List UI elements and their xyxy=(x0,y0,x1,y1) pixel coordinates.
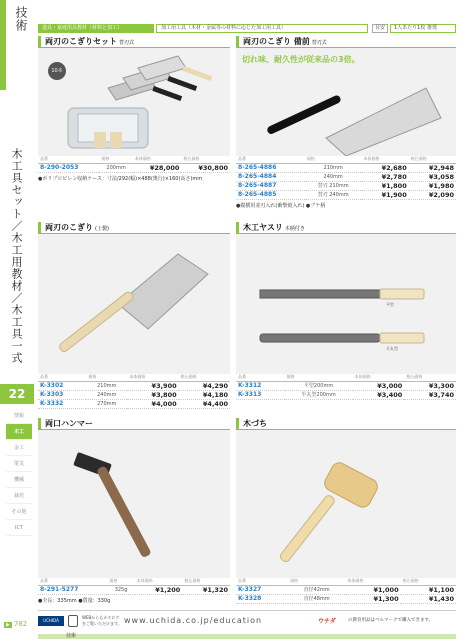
col-header: 本体価格 xyxy=(135,578,183,585)
price-table xyxy=(236,374,456,400)
category-list xyxy=(6,408,32,536)
category-tab[interactable]: 金工 xyxy=(6,440,32,456)
product-code: 8-290-2053 xyxy=(38,163,99,172)
table-row[interactable] xyxy=(236,390,456,399)
smartphone-icon xyxy=(68,615,78,627)
price: ¥1,200 xyxy=(135,585,183,594)
page-number-text: 782 xyxy=(13,620,28,628)
price: ¥1,800 xyxy=(361,181,408,190)
sidebar xyxy=(0,0,34,644)
col-header: 規格 xyxy=(99,156,133,163)
col-header: 本体価格 xyxy=(133,156,182,163)
category-tab[interactable]: 電気 xyxy=(6,456,32,472)
product-note: ●全長：335mm ●質量：330g xyxy=(38,597,111,604)
category-tab-active[interactable]: 木工 xyxy=(6,424,32,440)
section-title: 技術 xyxy=(14,6,28,32)
spec: 240mm xyxy=(305,172,362,181)
hammer-handle xyxy=(96,465,152,558)
panel-hammer xyxy=(38,418,230,604)
spec: 替刃 240mm xyxy=(305,190,362,199)
price-tax: ¥1,980 xyxy=(409,181,456,190)
table-row[interactable] xyxy=(236,163,456,172)
bottom-label: 技術 xyxy=(66,633,77,639)
spec: 200mm xyxy=(99,163,133,172)
panel-title xyxy=(38,36,230,48)
product-code: 8-291-5277 xyxy=(38,585,107,594)
price: ¥1,300 xyxy=(345,594,400,603)
price: ¥3,900 xyxy=(127,381,178,390)
spec: 210mm xyxy=(305,163,362,172)
title-text: 両刃のこぎり xyxy=(45,223,93,232)
col-header: 税込価格 xyxy=(179,374,230,381)
col-header: 品番 xyxy=(236,156,305,163)
blade xyxy=(326,88,441,156)
col-header: 規格 xyxy=(305,156,362,163)
price: ¥28,000 xyxy=(133,163,182,172)
col-header: 税込価格 xyxy=(409,156,456,163)
saw-set-illustration xyxy=(38,48,230,156)
category-tab[interactable]: ICT xyxy=(6,520,32,536)
price-tax: ¥1,320 xyxy=(182,585,230,594)
title-text: 木づち xyxy=(243,419,267,428)
price: ¥2,680 xyxy=(361,163,408,172)
product-code: 8-265-4885 xyxy=(236,190,305,199)
price-table xyxy=(38,156,230,173)
page-marker: ▶ xyxy=(6,622,10,628)
table-row[interactable] xyxy=(236,190,456,199)
table-row[interactable] xyxy=(38,585,230,594)
product-code: K-3328 xyxy=(236,594,288,603)
category-b: 加工用工具（木材・金属等の材料に応じた加工用工具） xyxy=(156,24,368,33)
box-d: 1人あたり1枚 推奨 xyxy=(390,24,456,33)
label-half-round: 半丸型 xyxy=(386,346,398,351)
category-tab[interactable]: その他 xyxy=(6,504,32,520)
price-table xyxy=(236,578,456,604)
product-image xyxy=(236,430,456,578)
spec: 直径48mm xyxy=(288,594,345,603)
panel-title xyxy=(236,418,456,430)
col-header: 税込価格 xyxy=(404,374,456,381)
spec: 替刃 210mm xyxy=(305,181,362,190)
product-code: K-3302 xyxy=(38,381,86,390)
price: ¥1,000 xyxy=(345,585,400,594)
category-tab[interactable]: 栽培 xyxy=(6,488,32,504)
mallet-illustration xyxy=(236,430,456,578)
panel-saw-bizen xyxy=(236,36,456,209)
price-tax: ¥3,740 xyxy=(404,390,456,399)
price-tax: ¥2,948 xyxy=(409,163,456,172)
panel-title xyxy=(236,36,456,48)
price: ¥4,000 xyxy=(127,399,178,408)
col-header: 品番 xyxy=(38,374,86,381)
spec: 325g xyxy=(107,585,134,594)
product-code: 8-265-4884 xyxy=(236,172,305,181)
accent-band xyxy=(0,0,6,90)
product-image xyxy=(38,48,230,156)
half-round-rasp-blade xyxy=(260,334,380,342)
price: ¥3,800 xyxy=(127,390,178,399)
handle xyxy=(266,94,342,135)
col-header: 品番 xyxy=(38,578,107,585)
price-tax: ¥3,058 xyxy=(409,172,456,181)
spec: 240mm xyxy=(86,390,127,399)
price-table xyxy=(38,374,230,409)
spec: 平型200mm xyxy=(285,381,353,390)
title-text: 木工ヤスリ xyxy=(243,223,283,232)
price-table xyxy=(236,156,456,200)
panel-saw-set xyxy=(38,36,230,182)
table-row[interactable] xyxy=(38,399,230,408)
panel-saw-upper xyxy=(38,222,230,409)
page-tab: 22 xyxy=(0,384,34,404)
panel-title xyxy=(38,418,230,430)
subtitle: 替刃式 xyxy=(311,40,327,46)
box-c: 目安 xyxy=(372,24,388,33)
price-tax: ¥4,400 xyxy=(179,399,230,408)
price-tax: ¥4,180 xyxy=(179,390,230,399)
flat-rasp-handle xyxy=(380,289,424,299)
spec: 半丸型200mm xyxy=(285,390,353,399)
col-header: 品番 xyxy=(236,374,285,381)
product-note: ●縦横用並刃入れ(衝撃焼入れ) ●ブナ柄 xyxy=(236,202,326,209)
table-row[interactable] xyxy=(236,585,456,594)
product-code: K-3313 xyxy=(236,390,285,399)
bottom-bar xyxy=(38,632,456,640)
col-header: 税込価格 xyxy=(181,156,230,163)
product-code: 8-265-4887 xyxy=(236,181,305,190)
bottom-accent xyxy=(38,634,456,639)
price-tax: ¥4,290 xyxy=(179,381,230,390)
blade xyxy=(118,254,208,329)
product-image xyxy=(38,234,230,374)
footer xyxy=(38,610,456,630)
category-tab[interactable]: 情報 xyxy=(6,408,32,424)
footer-text: WEBからもカタログをご覧いただけます。 xyxy=(82,615,122,626)
col-header: 税込価格 xyxy=(182,578,230,585)
col-header: 品番 xyxy=(38,156,99,163)
uchida-logo: UCHIDA xyxy=(38,616,64,626)
product-image xyxy=(38,430,230,578)
handle xyxy=(58,291,134,354)
product-code: K-3303 xyxy=(38,390,86,399)
brand-mark: ウチダ xyxy=(318,618,336,625)
price: ¥3,000 xyxy=(353,381,405,390)
website-link[interactable]: www.uchida.co.jp/education xyxy=(124,616,263,625)
price-tax: ¥30,800 xyxy=(181,163,230,172)
panel-title xyxy=(236,222,456,234)
title-text: 両刃のこぎり 備前 xyxy=(243,37,310,46)
col-header: 規格 xyxy=(288,578,345,585)
product-code: K-3332 xyxy=(38,399,86,408)
panel-mallet xyxy=(236,418,456,604)
table-row[interactable] xyxy=(236,181,456,190)
header-strip xyxy=(38,24,456,33)
col-header: 税込価格 xyxy=(401,578,456,585)
col-header: 本体価格 xyxy=(345,578,400,585)
spec: 210mm xyxy=(86,381,127,390)
table-row[interactable] xyxy=(236,381,456,390)
product-image xyxy=(236,48,456,156)
col-header: 規格 xyxy=(285,374,353,381)
hammer-illustration xyxy=(38,430,230,578)
col-header: 本体価格 xyxy=(361,156,408,163)
product-code: 8-265-4886 xyxy=(236,163,305,172)
col-header: 規格 xyxy=(107,578,134,585)
title-text: 両刃のこぎりセット xyxy=(45,37,117,46)
table-row[interactable] xyxy=(38,163,230,172)
table-row[interactable] xyxy=(38,390,230,399)
price: ¥3,400 xyxy=(353,390,405,399)
price-tax: ¥1,100 xyxy=(401,585,456,594)
price: ¥1,900 xyxy=(361,190,408,199)
col-header: 品番 xyxy=(236,578,288,585)
price-tax: ¥3,300 xyxy=(404,381,456,390)
title-text: 両口ハンマー xyxy=(45,419,93,428)
product-code: K-3327 xyxy=(236,585,288,594)
price-tax: ¥2,090 xyxy=(409,190,456,199)
col-header: 本体価格 xyxy=(353,374,405,381)
bellmark-text: の教育用品はベルマークで購入できます。 xyxy=(348,618,434,623)
subtitle: 木柄付き xyxy=(284,226,305,232)
label-flat: 平型 xyxy=(386,302,394,307)
category-tab[interactable]: 機械 xyxy=(6,472,32,488)
table-row[interactable] xyxy=(236,594,456,603)
category-a: 道具・家庭用具教材（材料と加工） xyxy=(38,24,154,33)
panel-title xyxy=(38,222,230,234)
product-code: K-3312 xyxy=(236,381,285,390)
saw-bizen-illustration xyxy=(236,48,456,156)
count-badge: 10本 xyxy=(48,62,66,80)
mallet-handle xyxy=(279,494,336,563)
price-tax: ¥1,430 xyxy=(401,594,456,603)
table-row[interactable] xyxy=(236,172,456,181)
price-table xyxy=(38,578,230,595)
panel-rasp xyxy=(236,222,456,400)
flat-rasp-blade xyxy=(260,290,380,298)
subtitle: (上製) xyxy=(95,226,109,232)
subtitle: 替刃式 xyxy=(119,40,135,46)
col-header: 規格 xyxy=(86,374,127,381)
price: ¥2,780 xyxy=(361,172,408,181)
saw-upper-illustration xyxy=(38,234,230,374)
product-image xyxy=(236,234,456,374)
catchcopy: 切れ味、耐久性が従来品の3倍。 xyxy=(242,55,360,64)
rasp-illustration xyxy=(236,234,456,374)
half-round-rasp-handle xyxy=(380,333,424,343)
spec: 270mm xyxy=(86,399,127,408)
product-note: ●ポリプロピレン収納ケース：寸法/292(幅)×488(奥行)×160(高さ)mm xyxy=(38,175,203,182)
spec: 直径42mm xyxy=(288,585,345,594)
col-header: 本体価格 xyxy=(127,374,178,381)
page-number xyxy=(4,620,27,628)
table-row[interactable] xyxy=(38,381,230,390)
vertical-label: 木工具セット／木工用教材／木工具一式 xyxy=(10,148,23,364)
